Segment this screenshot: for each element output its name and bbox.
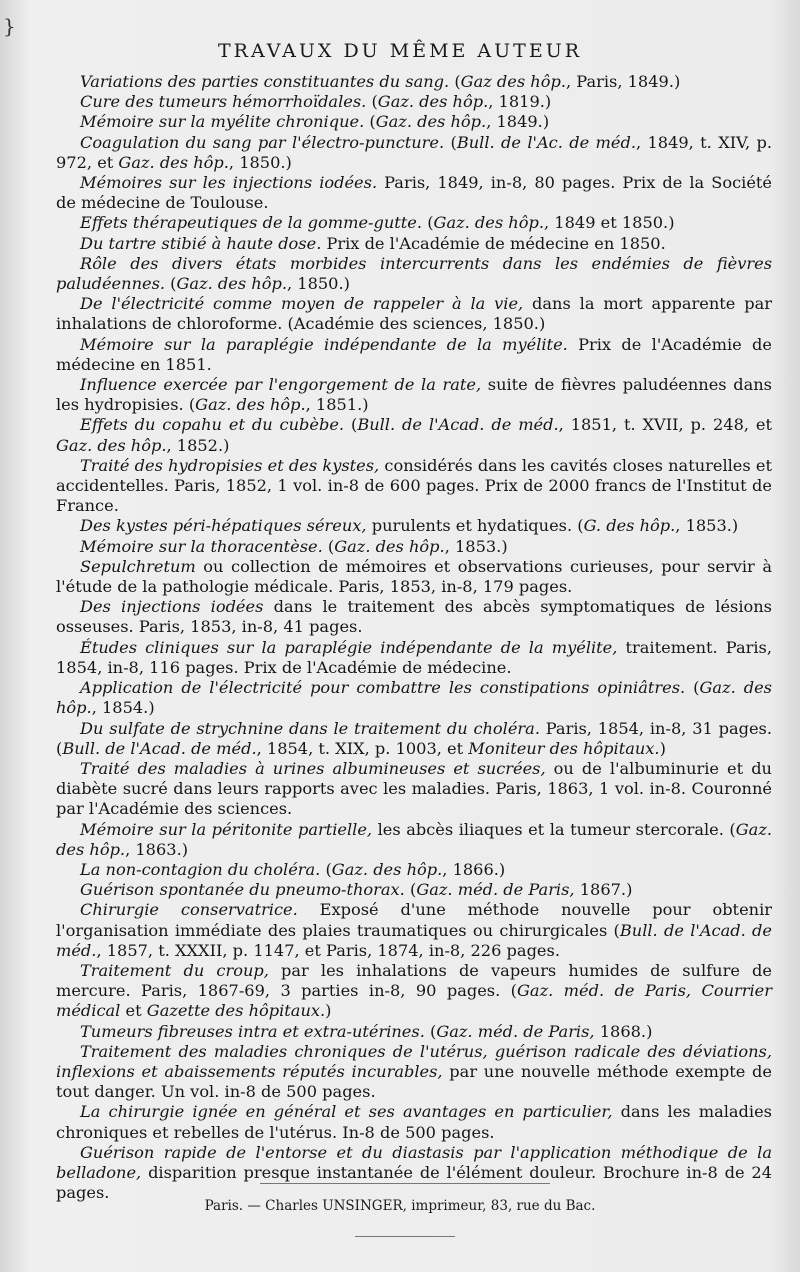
bibliography-entry: Influence exercée par l'engorgement de la rate, suite de fièvres paludéennes dans les hydropisies. (Gaz. des hôp., 1851.) xyxy=(56,375,772,415)
bibliography-entry: La non-contagion du choléra. (Gaz. des hôp., 1866.) xyxy=(80,859,506,879)
bibliography-entry: Variations des parties constituantes du sang. (Gaz des hôp., Paris, 1849.) xyxy=(80,72,681,91)
bibliography-entry: Rôle des divers états morbides intercurrents dans les endémies de fièvres paludéennes. (Gaz. des hôp., 1850.) xyxy=(56,253,772,294)
bibliography-entry: Mémoires sur les injections iodées. Paris, 1849, in-8, 80 pages. Prix de la Société de médecine de Toulouse. xyxy=(56,173,772,213)
bibliography-list xyxy=(56,72,772,1203)
bibliography-entry: Coagulation du sang par l'électro-puncture. (Bull. de l'Ac. de méd., 1849, t. XIV, p. 972, et Gaz. des hôp., 1850.) xyxy=(56,132,772,172)
bottom-rule xyxy=(355,1236,455,1237)
bibliography-entry: Du sulfate de strychnine dans le traitement du choléra. Paris, 1854, in-8, 31 pages. (Bull. de l'Acad. de méd., 1854, t. XIX, p. 1003, et Moniteur des hôpitaux.) xyxy=(56,718,772,758)
bibliography-entry: Tumeurs fibreuses intra et extra-utérines. (Gaz. méd. de Paris, 1868.) xyxy=(80,1021,653,1041)
bibliography-entry: Du tartre stibié à haute dose. Prix de l'Académie de médecine en 1850. xyxy=(80,233,666,253)
bibliography-entry: Mémoire sur la paraplégie indépendante de la myélite. Prix de l'Académie de médecine en 1851. xyxy=(56,334,772,374)
bibliography-entry: Traitement des maladies chroniques de l'utérus, guérison radicale des déviations, inflexions et abaissements réputés incurables, par une nouvelle méthode exempte de tout danger. Un vol. in-8 de 500 pages. xyxy=(56,1041,773,1102)
bibliography-entry: Effets du copahu et du cubèbe. (Bull. de l'Acad. de méd., 1851, t. XVII, p. 248, et Gaz. des hôp., 1852.) xyxy=(56,415,773,455)
bibliography-entry: Application de l'électricité pour combattre les constipations opiniâtres. (Gaz. des hôp., 1854.) xyxy=(56,678,772,718)
bibliography-entry: Cure des tumeurs hémorrhoïdales. (Gaz. des hôp., 1819.) xyxy=(80,92,552,112)
bibliography-entry: De l'électricité comme moyen de rappeler à la vie, dans la mort apparente par inhalations de chloroforme. (Académie des sciences, 1850.) xyxy=(56,294,772,334)
bibliography-entry: Mémoire sur la myélite chronique. (Gaz. des hôp., 1849.) xyxy=(80,112,550,132)
bibliography-entry: Effets thérapeutiques de la gomme-gutte. (Gaz. des hôp., 1849 et 1850.) xyxy=(80,213,675,233)
binding-edge-mark: } xyxy=(3,14,16,38)
bibliography-entry: Guérison rapide de l'entorse et du diastasis par l'application méthodique de la belladone, disparition presque instantanée de l'élément douleur. Brochure in-8 de 24 pages. xyxy=(56,1142,772,1203)
footer-rule xyxy=(260,1183,550,1184)
page-title: TRAVAUX DU MÊME AUTEUR xyxy=(217,40,583,62)
bibliography-entry: Des injections iodées dans le traitement des abcès symptomatiques de lésions osseuses. Paris, 1853, in-8, 41 pages. xyxy=(56,597,772,637)
bibliography-entry: Sepulchretum ou collection de mémoires et observations curieuses, pour servir à l'étude de la pathologie médicale. Paris, 1853, in-8, 179 pages. xyxy=(56,556,772,597)
printer-imprint: Paris. — Charles UNSINGER, imprimeur, 83, rue du Bac. xyxy=(204,1198,596,1214)
bibliography-entry: Études cliniques sur la paraplégie indépendante de la myélite, traitement. Paris, 1854, in-8, 116 pages. Prix de l'Académie de médecine. xyxy=(56,637,772,677)
bibliography-entry: Guérison spontanée du pneumo-thorax. (Gaz. méd. de Paris, 1867.) xyxy=(80,880,633,900)
bibliography-entry: Traitement du croup, par les inhalations de vapeurs humides de sulfure de mercure. Paris, 1867-69, 3 parties in-8, 90 pages. (Gaz. méd. de Paris, Courrier médical et Gazette des hôpitaux.) xyxy=(56,960,772,1021)
bibliography-entry: Mémoire sur la péritonite partielle, les abcès iliaques et la tumeur stercorale. (Gaz. des hôp., 1863.) xyxy=(56,819,772,859)
bibliography-entry: Chirurgie conservatrice. Exposé d'une méthode nouvelle pour obtenir l'organisation immédiate des plaies traumatiques ou chirurgicales (Bull. de l'Acad. de méd., 1857, t. XXXII, p. 1147, et Paris, 1874, in-8, 226 pages. xyxy=(56,900,772,960)
bibliography-entry: Des kystes péri-hépatiques séreux, purulents et hydatiques. (G. des hôp., 1853.) xyxy=(80,516,739,536)
bibliography-entry: La chirurgie ignée en général et ses avantages en particulier, dans les maladies chroniques et rebelles de l'utérus. In-8 de 500 pages. xyxy=(56,1102,772,1142)
bibliography-entry: Traité des hydropisies et des kystes, considérés dans les cavités closes naturelles et accidentelles. Paris, 1852, 1 vol. in-8 de 600 pages. Prix de 2000 francs de l'Institut de France. xyxy=(56,455,772,516)
bibliography-entry: Mémoire sur la thoracentèse. (Gaz. des hôp., 1853.) xyxy=(80,536,508,556)
bibliography-entry: Traité des maladies à urines albumineuses et sucrées, ou de l'albuminurie et du diabète sucré dans leurs rapports avec les maladies. Paris, 1863, 1 vol. in-8. Couronné par l'Académie des sciences. xyxy=(56,758,772,819)
